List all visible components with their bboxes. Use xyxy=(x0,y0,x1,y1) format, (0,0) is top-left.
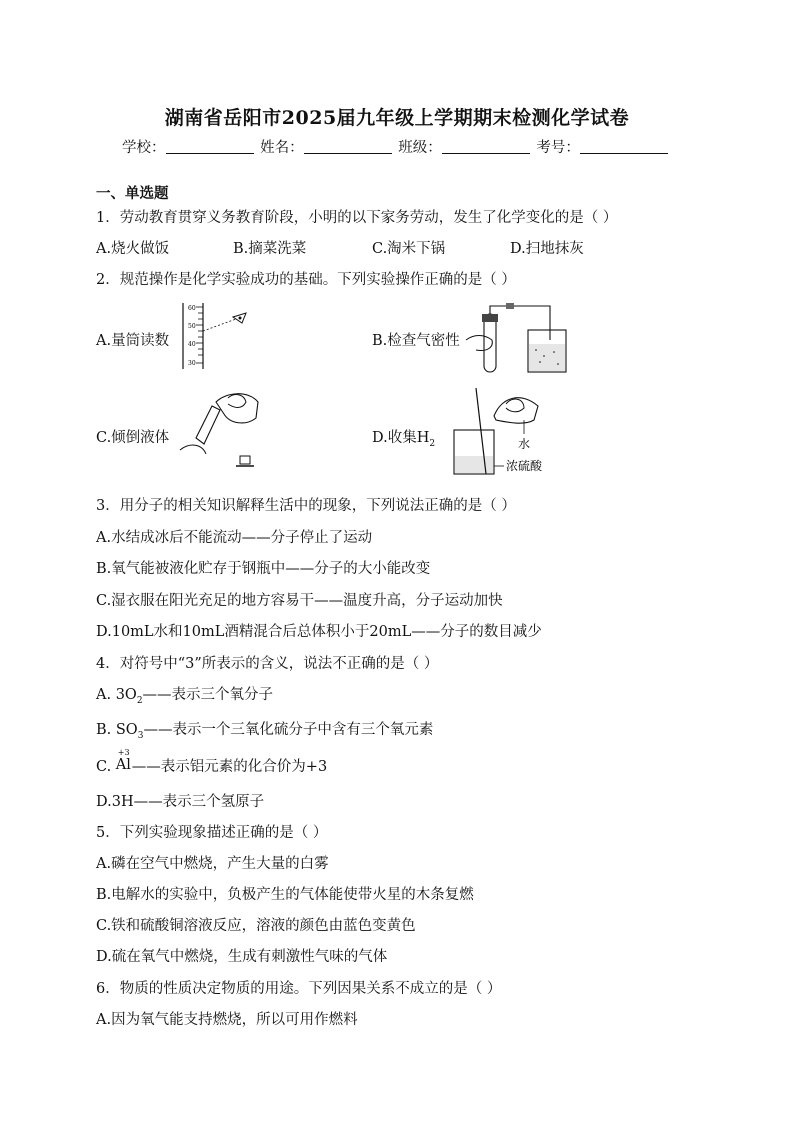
q2-option-d-subscript: 2 xyxy=(429,438,436,449)
q2-option-c: C.倾倒液体 xyxy=(96,430,170,446)
q4-option-d: D.3H——表示三个氢原子 xyxy=(96,794,265,810)
q4-b-subscript: 3 xyxy=(137,730,144,741)
tick-label-40: 40 xyxy=(188,341,196,348)
q4-a-text: ——表示三个氧分子 xyxy=(142,687,274,703)
hand-icon xyxy=(228,395,246,408)
q2-option-a: A.量筒读数 xyxy=(96,333,170,349)
class-label: 班级： xyxy=(398,140,442,156)
q6-stem: 6．物质的性质决定物质的用途。下列因果关系不成立的是（ ） xyxy=(96,981,502,997)
number-blank[interactable] xyxy=(580,139,668,154)
q4-option-a xyxy=(96,683,273,706)
q3-stem: 3．用分子的相关知识解释生活中的现象，下列说法正确的是（ ） xyxy=(96,498,516,514)
q1-option-a: A.烧火做饭 xyxy=(96,241,170,257)
q4-b-text: ——表示一个三氧化硫分子中含有三个氧元素 xyxy=(143,722,434,738)
q4-c-element: Al xyxy=(115,757,131,773)
q4-c-valence: +3 xyxy=(117,748,130,757)
acid-label: 浓硫酸 xyxy=(506,459,543,473)
q4-c-valence-symbol xyxy=(115,748,132,773)
q3-option-c: C.湿衣服在阳光充足的地方容易干——温度升高，分子运动加快 xyxy=(96,593,503,609)
q4-stem: 4．对符号中“3”所表示的含义，说法不正确的是（ ） xyxy=(96,656,439,672)
q5-stem: 5．下列实验现象描述正确的是（ ） xyxy=(96,825,328,841)
q4-a-formula: A. 3O xyxy=(96,687,137,703)
q1-stem: 1．劳动教育贯穿义务教育阶段，小明的以下家务劳动，发生了化学变化的是（ ） xyxy=(96,210,618,226)
q6-option-a: A.因为氧气能支持燃烧，所以可用作燃料 xyxy=(96,1012,358,1028)
class-blank[interactable] xyxy=(442,139,530,154)
school-label: 学校： xyxy=(122,140,166,156)
q5-option-c: C.铁和硫酸铜溶液反应，溶液的颜色由蓝色变黄色 xyxy=(96,918,416,934)
q2-option-b: B.检查气密性 xyxy=(372,333,460,349)
pouring-liquid-figure xyxy=(176,388,266,472)
q4-b-formula: B. SO xyxy=(96,722,138,738)
tick-label-50: 50 xyxy=(188,323,196,330)
number-label: 考号： xyxy=(536,140,580,156)
page-title: 湖南省岳阳市2025届九年级上学期期末检测化学试卷 xyxy=(164,107,630,129)
hand-icon xyxy=(506,399,524,412)
graduated-cylinder-figure xyxy=(178,301,260,371)
collect-h2-figure xyxy=(446,386,556,478)
q4-c-prefix: C. xyxy=(96,759,116,775)
q2-option-d-label: D.收集H xyxy=(372,430,430,446)
student-info-row xyxy=(122,136,670,157)
q3-option-b: B.氧气能被液化贮存于钢瓶中——分子的大小能改变 xyxy=(96,561,431,577)
hand-icon xyxy=(466,336,492,351)
q4-a-subscript: 2 xyxy=(136,695,143,706)
tick-label-30: 30 xyxy=(188,360,196,367)
school-blank[interactable] xyxy=(166,139,254,154)
tick-label-60: 60 xyxy=(188,305,196,312)
name-label: 姓名： xyxy=(260,140,304,156)
q3-option-a: A.水结成冰后不能流动——分子停止了运动 xyxy=(96,530,373,546)
q2-option-d xyxy=(372,426,435,449)
q4-option-b xyxy=(96,718,433,741)
q1-option-c: C.淘米下锅 xyxy=(372,241,446,257)
q4-option-c xyxy=(96,748,328,776)
section-title: 一、单选题 xyxy=(96,185,169,202)
q5-option-a: A.磷在空气中燃烧，产生大量的白雾 xyxy=(96,856,329,872)
water-label: 水 xyxy=(518,437,531,451)
q2-stem: 2．规范操作是化学实验成功的基础。下列实验操作正确的是（ ） xyxy=(96,272,516,288)
q5-option-b: B.电解水的实验中，负极产生的气体能使带火星的木条复燃 xyxy=(96,887,474,903)
name-blank[interactable] xyxy=(304,139,392,154)
q3-option-d: D.10mL水和10mL酒精混合后总体积小于20mL——分子的数目减少 xyxy=(96,624,542,640)
q4-c-text: ——表示铝元素的化合价为+3 xyxy=(131,759,328,775)
q1-option-d: D.扫地抹灰 xyxy=(510,241,584,257)
airtightness-check-figure xyxy=(462,300,572,376)
q1-option-b: B.摘菜洗菜 xyxy=(233,241,307,257)
q5-option-d: D.硫在氧气中燃烧，生成有刺激性气味的气体 xyxy=(96,949,388,965)
